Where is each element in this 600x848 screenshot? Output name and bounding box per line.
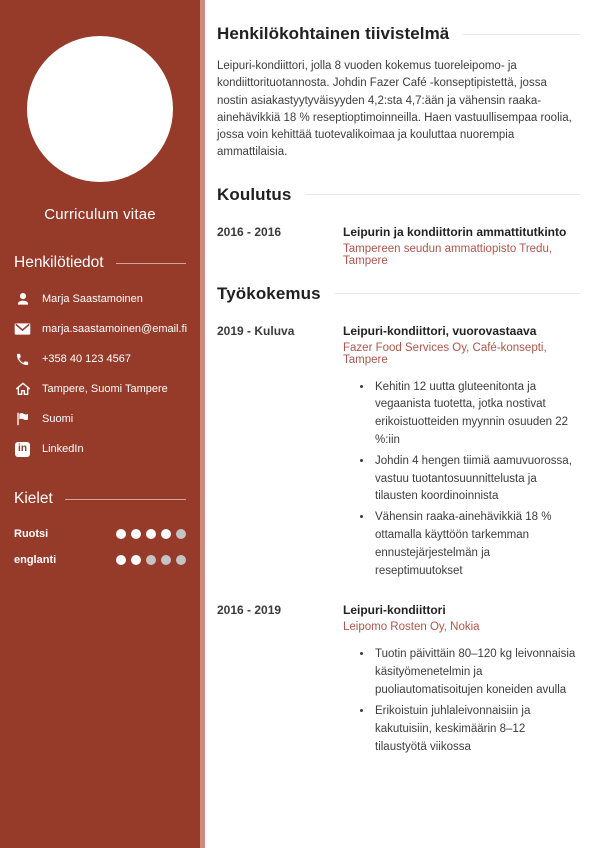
experience-company: Fazer Food Services Oy, Café-konsepti, Tampere bbox=[343, 341, 547, 366]
user-icon bbox=[14, 291, 31, 308]
languages-heading bbox=[14, 490, 186, 508]
contact-address: Tampere, Suomi Tampere bbox=[42, 383, 168, 395]
contact-row-phone bbox=[14, 344, 186, 374]
mail-icon bbox=[14, 321, 31, 338]
language-row bbox=[14, 547, 186, 573]
language-level-dots bbox=[116, 529, 186, 539]
experience-title: Leipuri-kondiittori bbox=[343, 603, 446, 618]
experience-bullet: • Johdin 4 hengen tiimiä aamuvuorossa, vastuu tuotantosuunnittelusta ja tilausten koordinoinnista bbox=[373, 453, 580, 506]
experience-entry bbox=[217, 603, 580, 759]
experience-bullet: • Vähensin raaka-ainehävikkiä 18 % ottamalla käyttöön tarkemman ennustejärjestelmän ja reseptimuutokset bbox=[373, 509, 580, 580]
heading-rule bbox=[335, 293, 580, 294]
experience-body bbox=[343, 324, 580, 584]
experience-bullet-list bbox=[373, 646, 580, 756]
contact-row-name bbox=[14, 284, 186, 314]
experience-bullet: • Kehitin 12 uutta gluteenitonta ja vegaanista tuotetta, jotka nostivat erikoistuotteiden myynnin osuuden 22 %:iin bbox=[373, 379, 580, 450]
experience-entry bbox=[217, 324, 580, 584]
experience-company: Leipomo Rosten Oy, Nokia bbox=[343, 621, 480, 634]
experience-bullet: • Erikoistuin juhlaleivonnaisiin ja kakutuisiin, keskimäärin 8–12 tilaustyötä viikossa bbox=[373, 703, 580, 756]
experience-title: Leipuri-kondiittori, vuorovastaava bbox=[343, 323, 537, 338]
phone-icon bbox=[14, 351, 31, 368]
experience-bullet: • Tuotin päivittäin 80–120 kg leivonnaisia käsityömenetelmin ja puoliautomatisoitujen koneiden avulla bbox=[373, 646, 580, 699]
main-content bbox=[205, 0, 600, 848]
profile-photo-placeholder bbox=[27, 36, 173, 182]
language-level-dots bbox=[116, 555, 186, 565]
contact-row-nationality bbox=[14, 404, 186, 434]
contact-nationality: Suomi bbox=[42, 413, 74, 425]
experience-bullet-list bbox=[373, 379, 580, 581]
summary-text: Leipuri-kondiittori, jolla 8 vuoden kokemus tuoreleipomo- ja kondiittorituotannosta. Johdin Fazer Café -konseptipistettä, jossa nostin asiakastyytyväisyyden 4,2:sta 4,7:ään ja vähensin raaka-ainehävikkiä 18 % reseptioptimoinneilla. Haen vastuullisempaa roolia, jossa voin kehittää tuotevalikoimaa ja kouluttaa nuorempia ammattilaisia. bbox=[217, 60, 572, 159]
summary-heading-label: Henkilökohtainen tiivistelmä bbox=[217, 24, 450, 43]
experience-heading bbox=[217, 284, 580, 304]
experience-period: 2019 - Kuluva bbox=[217, 323, 295, 338]
education-title: Leipurin ja kondiittorin ammattitutkinto bbox=[343, 224, 567, 239]
flag-icon bbox=[14, 411, 31, 428]
education-body bbox=[343, 225, 580, 267]
contact-row-address bbox=[14, 374, 186, 404]
heading-rule bbox=[463, 34, 580, 35]
experience-heading-label: Työkokemus bbox=[217, 283, 321, 303]
heading-rule bbox=[305, 194, 580, 195]
contact-email[interactable]: marja.saastamoinen@email.fi bbox=[42, 323, 188, 335]
linkedin-icon bbox=[14, 441, 31, 458]
heading-rule bbox=[65, 499, 186, 500]
heading-rule bbox=[116, 263, 186, 264]
contact-row-email bbox=[14, 314, 186, 344]
education-heading-label: Koulutus bbox=[217, 184, 292, 204]
linkedin-badge: in bbox=[15, 442, 30, 457]
language-name: englanti bbox=[14, 554, 57, 566]
contact-linkedin[interactable]: LinkedIn bbox=[42, 443, 84, 455]
sidebar bbox=[0, 0, 200, 848]
languages-heading-label: Kielet bbox=[14, 490, 53, 507]
language-list bbox=[14, 521, 186, 573]
contact-row-linkedin[interactable] bbox=[14, 434, 186, 464]
experience-body bbox=[343, 603, 580, 759]
contact-phone: +358 40 123 4567 bbox=[42, 353, 132, 365]
contact-name: Marja Saastamoinen bbox=[42, 293, 143, 305]
summary-heading bbox=[217, 24, 580, 44]
education-period: 2016 - 2016 bbox=[217, 224, 282, 239]
cv-title: Curriculum vitae bbox=[44, 206, 156, 223]
education-entry bbox=[217, 225, 580, 267]
home-icon bbox=[14, 381, 31, 398]
experience-period: 2016 - 2019 bbox=[217, 603, 282, 618]
education-heading bbox=[217, 185, 580, 205]
personal-info-heading-label: Henkilötiedot bbox=[14, 254, 104, 271]
language-name: Ruotsi bbox=[14, 528, 49, 540]
personal-info-heading bbox=[14, 254, 186, 272]
education-institution: Tampereen seudun ammattiopisto Tredu, Tampere bbox=[343, 242, 553, 267]
language-row bbox=[14, 521, 186, 547]
contact-list bbox=[14, 284, 186, 464]
